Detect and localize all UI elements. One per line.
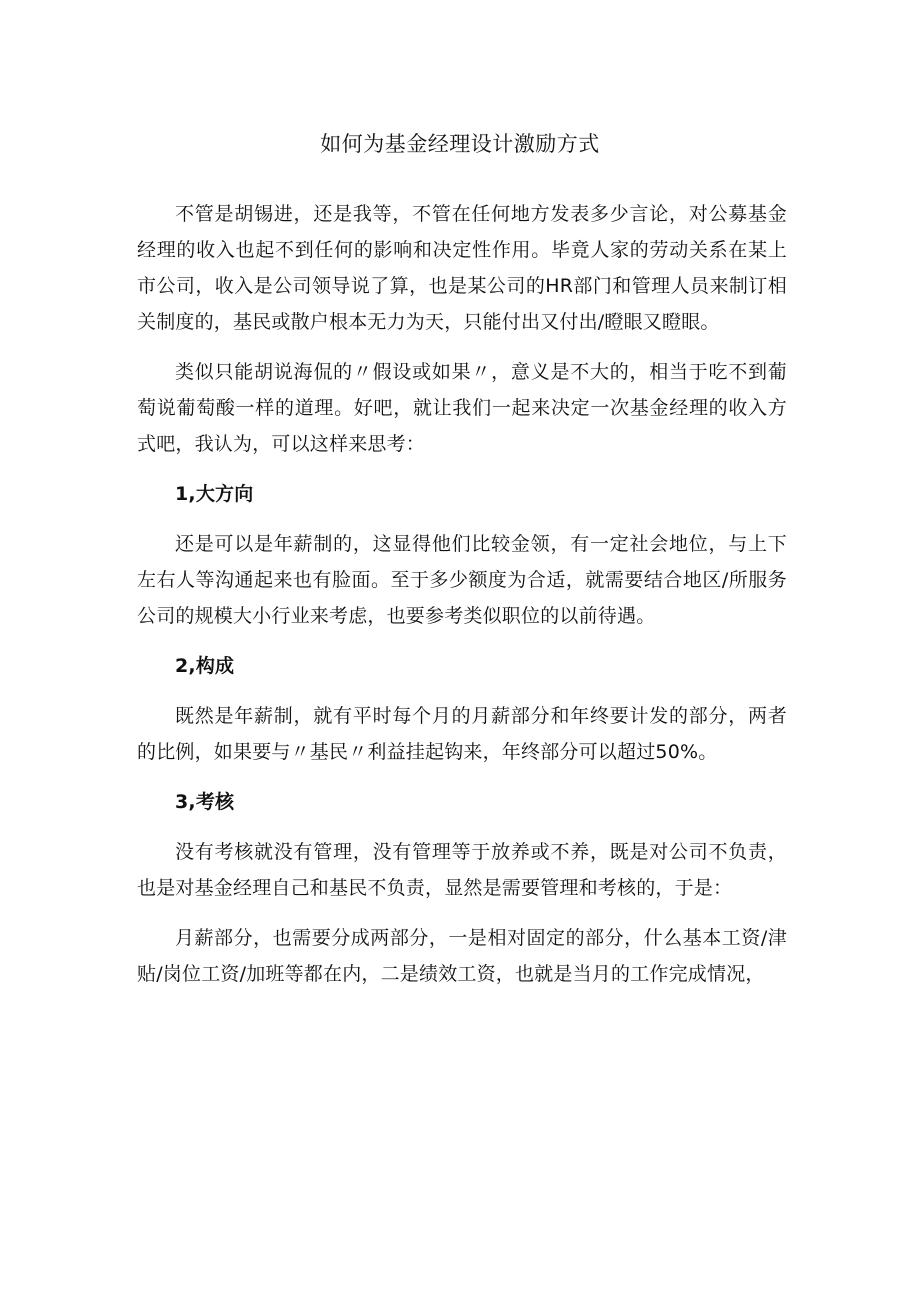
paragraph-monthly-salary: 月薪部分，也需要分成两部分，一是相对固定的部分，什么基本工资/津贴/岗位工资/加班等都在内，二是绩效工资，也就是当月的工作完成情况， <box>137 927 787 985</box>
paragraph-assessment: 没有考核就没有管理，没有管理等于放养或不养，既是对公司不负责，也是对基金经理自己和基民不负责，显然是需要管理和考核的，于是： <box>137 841 787 899</box>
document-body <box>137 196 787 1006</box>
document-title: 如何为基金经理设计激励方式 <box>320 132 600 156</box>
section-heading-assessment: 3,考核 <box>175 791 235 813</box>
paragraph-intro: 不管是胡锡进，还是我等，不管在任何地方发表多少言论，对公募基金经理的收入也起不到任何的影响和决定性作用。毕竟人家的劳动关系在某上市公司，收入是公司领导说了算，也是某公司的HR部门和管理人员来制订相关制度的，基民或散户根本无力为天，只能付出又付出/瞪眼又瞪眼。 <box>137 203 787 333</box>
paragraph-direction: 还是可以是年薪制的，这显得他们比较金领，有一定社会地位，与上下左右人等沟通起来也有脸面。至于多少额度为合适，就需要结合地区/所服务公司的规模大小行业来考虑，也要参考类似职位的以前待遇。 <box>137 533 787 627</box>
section-heading-composition: 2,构成 <box>175 655 235 677</box>
paragraph-composition: 既然是年薪制，就有平时每个月的月薪部分和年终要计发的部分，两者的比例，如果要与〃基民〃利益挂起钩来，年终部分可以超过50%。 <box>137 705 787 763</box>
paragraph-analogy: 类似只能胡说海侃的〃假设或如果〃，意义是不大的，相当于吃不到葡萄说葡萄酸一样的道理。好吧，就让我们一起来决定一次基金经理的收入方式吧，我认为，可以这样来思考： <box>137 361 787 455</box>
section-heading-direction: 1,大方向 <box>175 483 254 505</box>
